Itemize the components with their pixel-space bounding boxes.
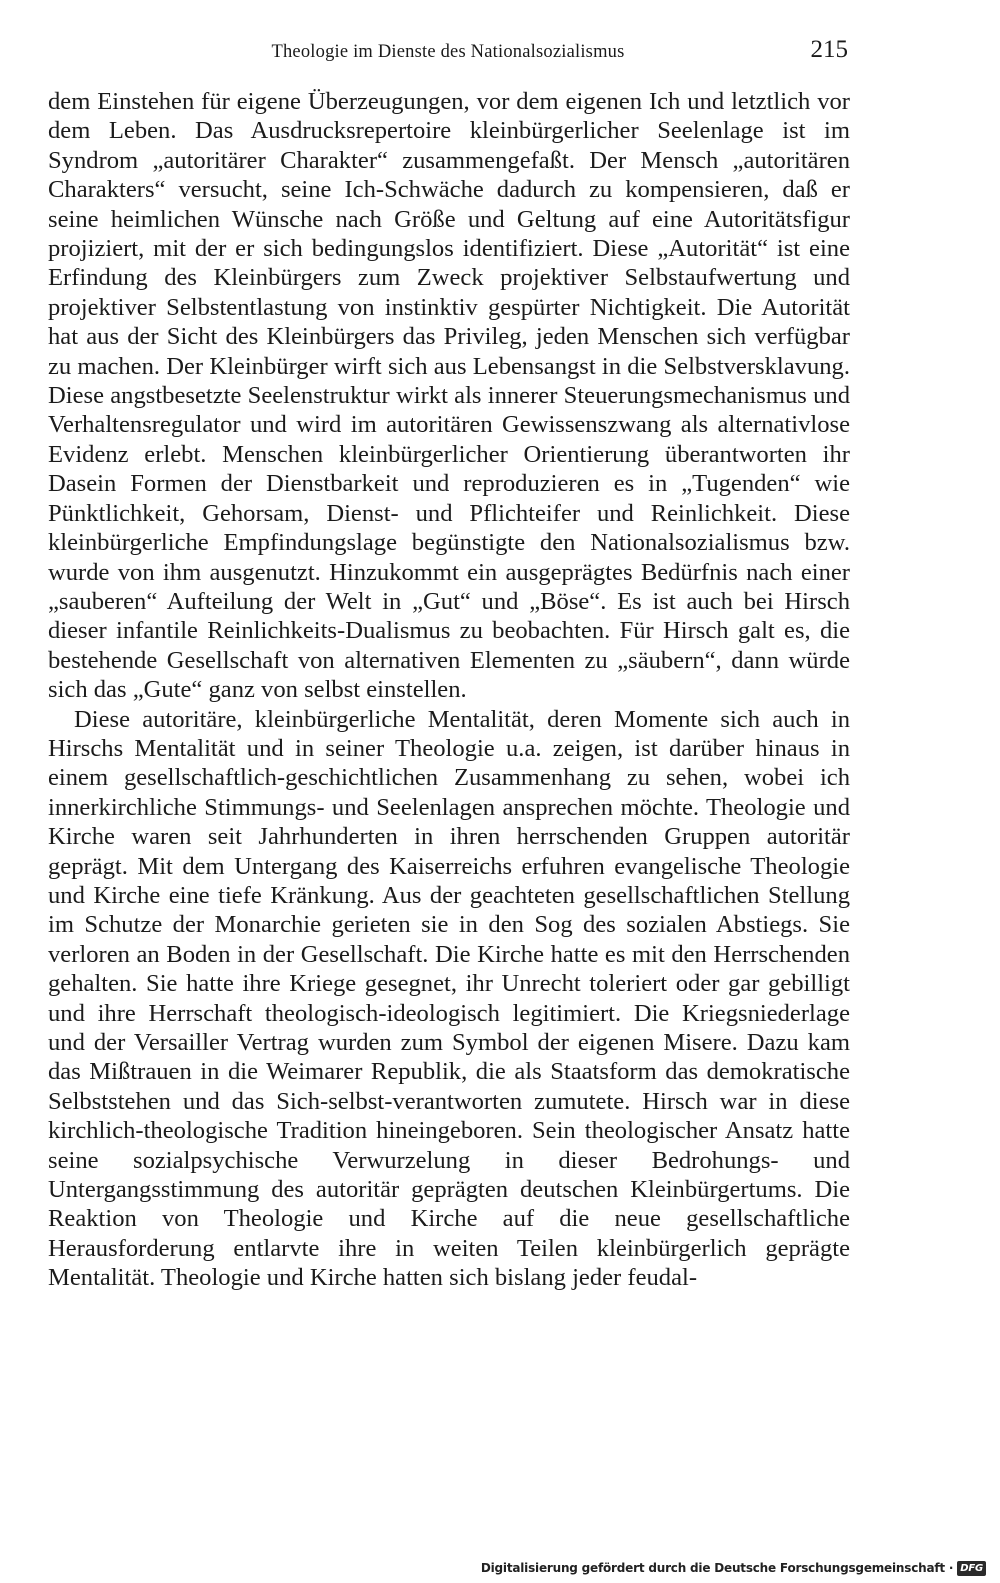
paragraph: Diese autoritäre, kleinbürgerliche Mentalität, deren Momente sich auch in Hirschs Mentalität und in seiner Theologie u.a. zeigen, ist darüber hinaus in einem gesellschaftlich-geschichtlichen Zusammenhang zu sehen, wobei ich innerkirchliche Stimmungs- und Seelenlagen ansprechen möchte. Theologie und Kirche waren seit Jahrhunderten in ihren herrschenden Gruppen autoritär geprägt. Mit dem Untergang des Kaiserreichs erfuhren evangelische Theologie und Kirche eine tiefe Kränkung. Aus der geachteten gesellschaftlichen Stellung im Schutze der Monarchie gerieten sie in den Sog des sozialen Abstiegs. Sie verloren an Boden in der Gesellschaft. Die Kirche hatte es mit den Herrschenden gehalten. Sie hatte ihre Kriege gesegnet, ihr Unrecht toleriert oder gar gebilligt und ihre Herrschaft theologisch-ideologisch legitimiert. Die Kriegsniederlage und der Versailler Vertrag wurden zum Symbol der eigenen Misere. Dazu kam das Mißtrauen in die Weimarer Republik, die als Staatsform das demokratische Selbststehen und das Sich-selbst-verantworten zumutete. Hirsch war in diese kirchlich-theologische Tradition hineingeboren. Sein theologischer Ansatz hatte seine sozialpsychische Verwurzelung in dieser Bedrohungs- und Untergangsstimmung des autoritär geprägten deutschen Kleinbürgertums. Die Reaktion von Theologie und Kirche auf die neue gesellschaftliche Herausforderung entlarvte ihre in weiten Teilen kleinbürgerlich geprägte Mentalität. Theologie und Kirche hatten sich bislang jeder feudal- — [48, 705, 850, 1292]
credit-text: Digitalisierung gefördert durch die Deutsche Forschungsgemeinschaft · — [480, 1561, 954, 1575]
running-header — [48, 36, 848, 72]
running-title: Theologie im Dienste des Nationalsozialismus — [271, 42, 625, 62]
paragraph: dem Einstehen für eigene Überzeugungen, vor dem eigenen Ich und letztlich vor dem Leben. Das Ausdrucksrepertoire kleinbürgerlicher Seelenlage ist im Syndrom „autoritärer Charakter“ zusammengefaßt. Der Mensch „autoritären Charakters“ versucht, seine Ich-Schwäche dadurch zu kompensieren, daß er seine heimlichen Wünsche nach Größe und Geltung auf eine Autoritätsfigur projiziert, mit der er sich bedingungslos identifiziert. Diese „Autorität“ ist eine Erfindung des Kleinbürgers zum Zweck projektiver Selbstaufwertung und projektiver Selbstentlastung von instinktiv gespürter Nichtigkeit. Die Autorität hat aus der Sicht des Kleinbürgers das Privileg, jeden Menschen sich verfügbar zu machen. Der Kleinbürger wirft sich aus Lebensangst in die Selbstversklavung. Diese angstbesetzte Seelenstruktur wirkt als innerer Steuerungsmechanismus und Verhaltensregulator und wird im autoritären Gewissenszwang als alternativlose Evidenz erlebt. Menschen kleinbürgerlicher Orientierung überantworten ihr Dasein Formen der Dienstbarkeit und reproduzieren es in „Tugenden“ wie Pünktlichkeit, Gehorsam, Dienst- und Pflichteifer und Reinlichkeit. Diese kleinbürgerliche Empfindungslage begünstigte den Nationalsozialismus bzw. wurde von ihm ausgenutzt. Hinzukommt ein ausgeprägtes Bedürfnis nach einer „sauberen“ Aufteilung der Welt in „Gut“ und „Böse“. Es ist auch bei Hirsch dieser infantile Reinlichkeits-Dualismus zu beobachten. Für Hirsch galt es, die bestehende Gesellschaft von alternativen Elementen zu „säubern“, dann würde sich das „Gute“ ganz von selbst einstellen. — [48, 88, 850, 704]
body-text — [48, 87, 850, 1293]
dfg-logo-icon: DFG — [957, 1561, 986, 1576]
digitization-credit — [481, 1557, 986, 1579]
page-number: 215 — [810, 36, 848, 63]
